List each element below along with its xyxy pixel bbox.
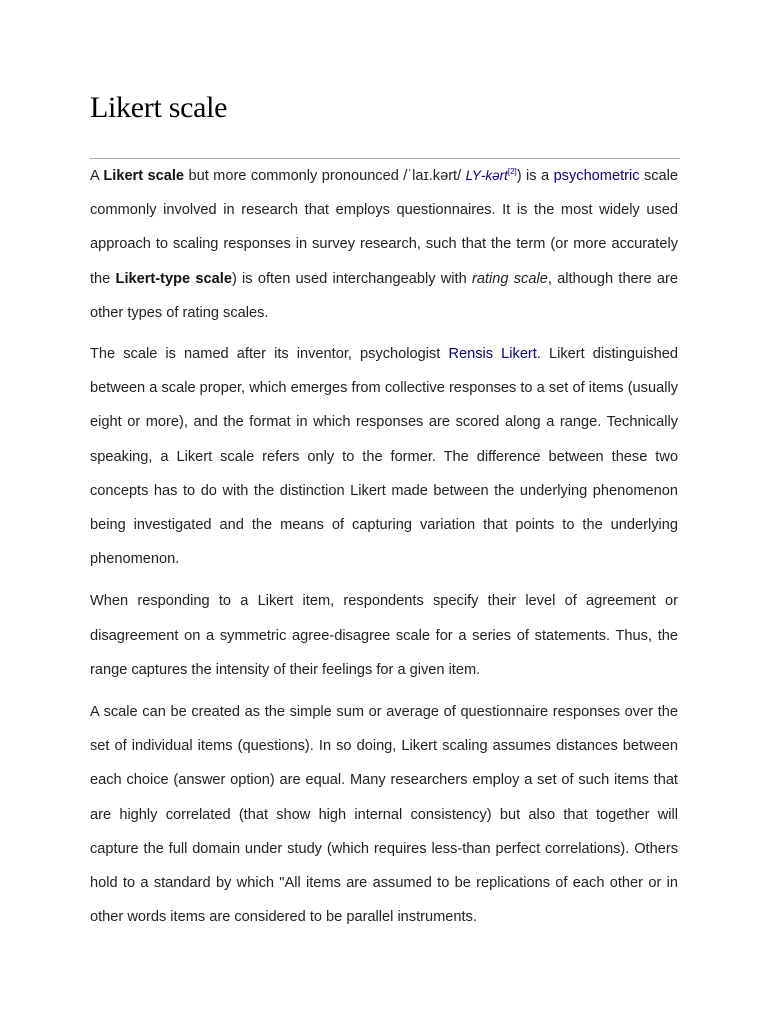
paragraph-responding: When responding to a Likert item, respondents specify their level of agreement or disagreement on a symmetric agree-disagree scale for a series of statements. Thus, the range captures the intensity of their feelings for a given item. <box>90 593 678 678</box>
term-likert-type-scale: Likert-type scale <box>115 270 232 287</box>
term-likert-scale: Likert scale <box>103 168 185 184</box>
intro-text-5: ) is often used interchangeably with <box>231 270 472 287</box>
pronunciation-rest: -kərt <box>480 168 508 183</box>
inventor-text-2: . Likert distinguished between a scale proper, which emerges from collective responses to a set of items (usually eight or more), and the format in which responses are scored along a range. Technically speaking, a Likert scale refers only to the former. The difference between these two concepts has to do with the distinction Likert made between the underlying phenomenon being investigated and the means of capturing variation that points to the underlying phenomenon. <box>90 346 678 568</box>
intro-text-3: ) is a <box>516 168 554 184</box>
term-rating-scale: rating scale <box>471 270 548 287</box>
intro-text-1: A <box>90 168 104 184</box>
rensis-likert-link[interactable]: Rensis Likert <box>448 346 537 363</box>
paragraph-scale-creation: A scale can be created as the simple sum or average of questionnaire responses over the set of individual items (questions). In so doing, Likert scaling assumes distances between each choice (answer option) are equal. Many researchers employ a set of such items that are highly correlated (that show high internal consistency) but also that together will capture the full domain under study (which requires less-than perfect correlations). Others hold to a standard by which "All items are assumed to be replications of each other or in other words items are considered to be parallel instruments. <box>90 704 678 926</box>
inventor-text-1: The scale is named after its inventor, psychologist <box>90 346 449 363</box>
pronunciation-smallcaps: LY <box>465 168 481 183</box>
pronunciation-link[interactable] <box>466 168 508 183</box>
intro-text-2: but more commonly pronounced /ˈlaɪ.kərt/ <box>184 168 466 184</box>
page-title: Likert scale <box>90 91 228 124</box>
reference-link[interactable]: [2] <box>507 167 517 177</box>
article-body <box>90 159 678 934</box>
intro-text-6: , although there are other types of rating scales. <box>90 270 679 321</box>
paragraph-intro <box>90 159 678 330</box>
psychometric-link[interactable]: psychometric <box>553 168 640 184</box>
intro-text-4: scale commonly involved in research that employs questionnaires. It is the most widely used approach to scaling responses in survey research, such that the term (or more accurately the <box>90 168 679 287</box>
paragraph-inventor <box>90 337 678 576</box>
